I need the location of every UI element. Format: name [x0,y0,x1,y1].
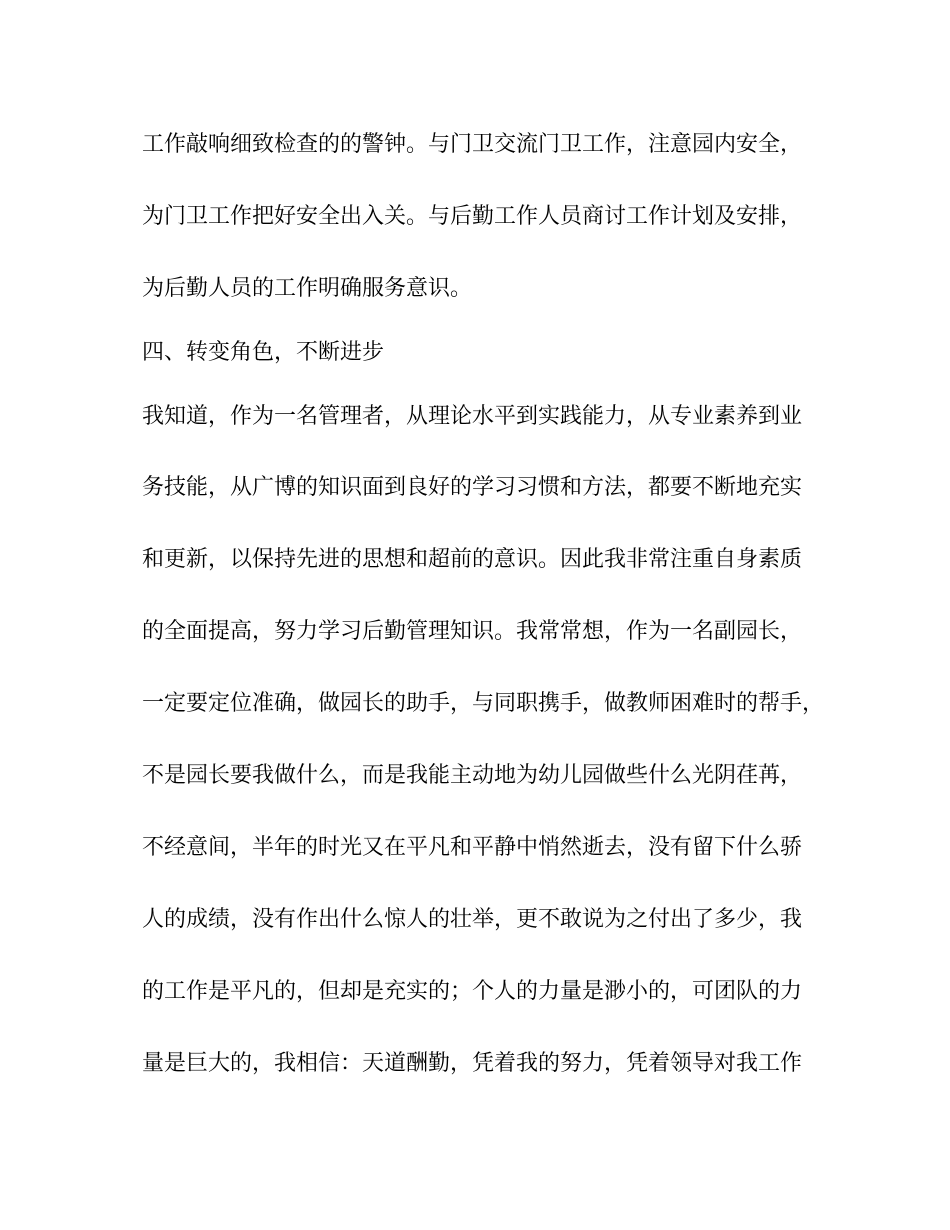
text-line: 不经意间，半年的时光又在平凡和平静中悄然逝去，没有留下什么骄 [142,835,803,860]
text-line: 的全面提高，努力学习后勤管理知识。我常常想，作为一名副园长， [142,619,803,644]
text-line: 工作敲响细致检查的的警钟。与门卫交流门卫工作，注意园内安全， [142,132,803,157]
text-line: 为后勤人员的工作明确服务意识。 [142,276,473,301]
text-line: 务技能，从广博的知识面到良好的学习习惯和方法，都要不断地充实 [142,475,803,500]
section-heading: 四、转变角色，不断进步 [142,340,385,365]
text-line: 一定要定位准确，做园长的助手，与同职携手，做教师困难时的帮手， [142,691,825,716]
text-line: 我知道，作为一名管理者，从理论水平到实践能力，从专业素养到业 [142,404,803,429]
text-line: 量是巨大的，我相信：天道酬勤，凭着我的努力，凭着领导对我工作 [142,1051,803,1076]
text-line: 为门卫工作把好安全出入关。与后勤工作人员商讨工作计划及安排， [142,204,803,229]
text-line: 的工作是平凡的，但却是充实的；个人的力量是渺小的，可团队的力 [142,979,803,1004]
text-line: 人的成绩，没有作出什么惊人的壮举，更不敢说为之付出了多少，我 [142,907,803,932]
text-line: 和更新，以保持先进的思想和超前的意识。因此我非常注重自身素质 [142,547,803,572]
text-line: 不是园长要我做什么，而是我能主动地为幼儿园做些什么光阴荏苒， [142,763,803,788]
